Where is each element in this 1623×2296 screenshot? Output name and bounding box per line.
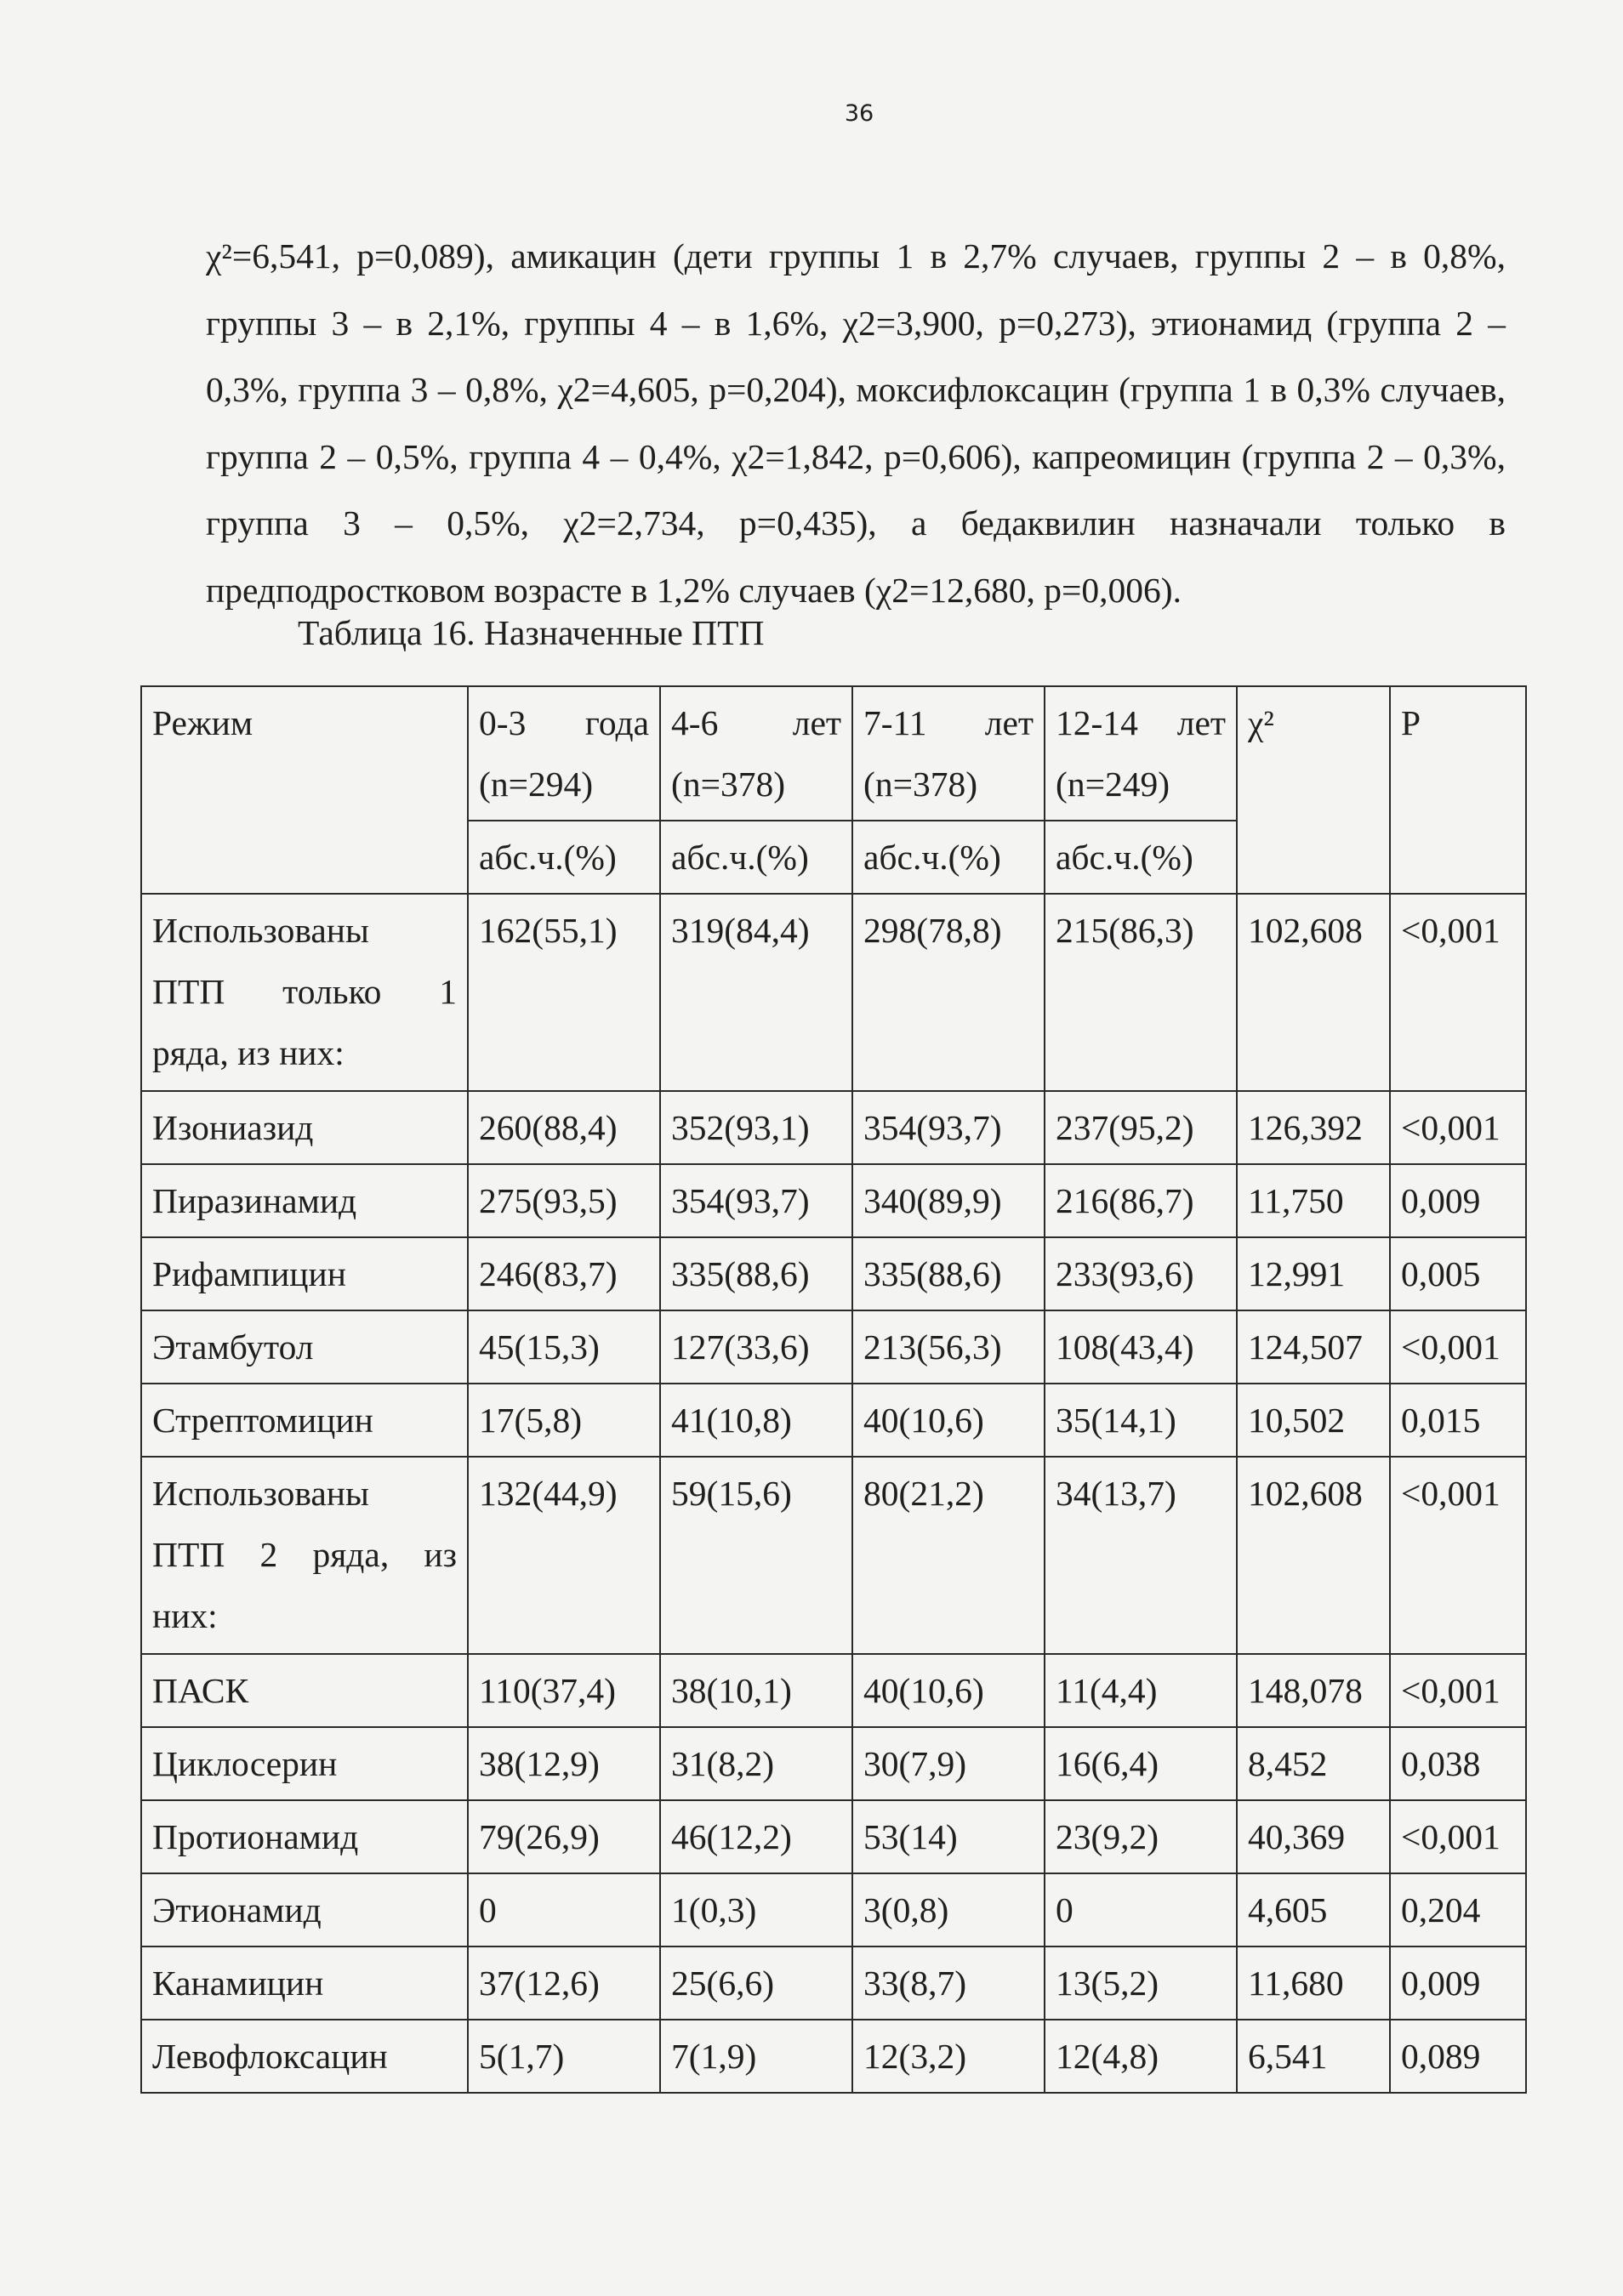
drugs-table [140, 685, 1527, 2094]
header-group-1 [468, 686, 660, 821]
chi-cell: 102,608 [1237, 894, 1390, 1091]
value-cell-group-1: 162(55,1) [468, 894, 660, 1091]
chi-cell: 8,452 [1237, 1727, 1390, 1800]
value-cell-group-1: 17(5,8) [468, 1384, 660, 1457]
value-cell-group-3: 33(8,7) [852, 1946, 1045, 2020]
body-paragraph [206, 223, 1506, 623]
p-cell: 0,015 [1390, 1384, 1526, 1457]
table-row [141, 1946, 1526, 2020]
value-cell-group-2: 335(88,6) [660, 1237, 852, 1310]
row-label-line: Использованы [152, 911, 369, 950]
row-label: ПАСК [141, 1654, 468, 1727]
table-row [141, 1654, 1526, 1727]
value-cell-group-1: 246(83,7) [468, 1237, 660, 1310]
row-label: Этамбутол [141, 1310, 468, 1384]
group-4-n: (n=249) [1056, 764, 1170, 804]
row-label: Левофлоксацин [141, 2020, 468, 2093]
chi-cell: 6,541 [1237, 2020, 1390, 2093]
table-caption: Таблица 16. Назначенные ПТП [298, 613, 765, 652]
value-cell-group-1: 37(12,6) [468, 1946, 660, 2020]
chi-cell: 126,392 [1237, 1091, 1390, 1164]
value-cell-group-1: 38(12,9) [468, 1727, 660, 1800]
value-cell-group-4: 12(4,8) [1045, 2020, 1237, 2093]
chi-cell: 11,750 [1237, 1164, 1390, 1237]
chi-cell: 12,991 [1237, 1237, 1390, 1310]
value-cell-group-3: 213(56,3) [852, 1310, 1045, 1384]
row-label: Протионамид [141, 1800, 468, 1873]
value-cell-group-1: 0 [468, 1873, 660, 1946]
header-group-2 [660, 686, 852, 821]
row-label: Рифампицин [141, 1237, 468, 1310]
value-cell-group-2: 319(84,4) [660, 894, 852, 1091]
row-label: Изониазид [141, 1091, 468, 1164]
value-cell-group-4: 13(5,2) [1045, 1946, 1237, 2020]
value-cell-group-3: 53(14) [852, 1800, 1045, 1873]
row-label: Этионамид [141, 1873, 468, 1946]
p-cell: <0,001 [1390, 1310, 1526, 1384]
header-p: P [1390, 686, 1526, 894]
header-group-4 [1045, 686, 1237, 821]
value-cell-group-2: 1(0,3) [660, 1873, 852, 1946]
value-cell-group-3: 354(93,7) [852, 1091, 1045, 1164]
row-label-line: ПТП только 1 [152, 972, 457, 1011]
chi-cell: 148,078 [1237, 1654, 1390, 1727]
table-row [141, 1091, 1526, 1164]
header-unit-4: абс.ч.(%) [1045, 821, 1237, 894]
value-cell-group-1: 132(44,9) [468, 1457, 660, 1654]
p-cell: 0,009 [1390, 1164, 1526, 1237]
p-cell: <0,001 [1390, 894, 1526, 1091]
header-regime: Режим [141, 686, 468, 894]
value-cell-group-2: 127(33,6) [660, 1310, 852, 1384]
row-label-line: них: [152, 1596, 218, 1635]
value-cell-group-3: 3(0,8) [852, 1873, 1045, 1946]
table-row [141, 1164, 1526, 1237]
header-unit-2: абс.ч.(%) [660, 821, 852, 894]
header-row-groups [141, 686, 1526, 821]
chi-cell: 10,502 [1237, 1384, 1390, 1457]
value-cell-group-3: 40(10,6) [852, 1654, 1045, 1727]
value-cell-group-3: 335(88,6) [852, 1237, 1045, 1310]
value-cell-group-2: 59(15,6) [660, 1457, 852, 1654]
row-label: Пиразинамид [141, 1164, 468, 1237]
header-unit-3: абс.ч.(%) [852, 821, 1045, 894]
chi-cell: 102,608 [1237, 1457, 1390, 1654]
header-unit-1: абс.ч.(%) [468, 821, 660, 894]
group-1-n: (n=294) [479, 764, 594, 804]
row-label [141, 894, 468, 1091]
group-3-n: (n=378) [863, 764, 978, 804]
value-cell-group-2: 31(8,2) [660, 1727, 852, 1800]
group-4-age-unit: лет [1176, 703, 1226, 742]
value-cell-group-4: 108(43,4) [1045, 1310, 1237, 1384]
value-cell-group-1: 110(37,4) [468, 1654, 660, 1727]
value-cell-group-4: 23(9,2) [1045, 1800, 1237, 1873]
row-label-line: ПТП 2 ряда, из [152, 1535, 457, 1574]
value-cell-group-4: 237(95,2) [1045, 1091, 1237, 1164]
table-body [141, 686, 1526, 2093]
table-row [141, 1800, 1526, 1873]
value-cell-group-4: 215(86,3) [1045, 894, 1237, 1091]
value-cell-group-3: 80(21,2) [852, 1457, 1045, 1654]
group-2-n: (n=378) [671, 764, 786, 804]
table-row [141, 1310, 1526, 1384]
group-3-age: 7-11 [863, 703, 927, 742]
table-row [141, 1384, 1526, 1457]
chi-cell: 40,369 [1237, 1800, 1390, 1873]
table-row [141, 2020, 1526, 2093]
header-group-3 [852, 686, 1045, 821]
value-cell-group-3: 298(78,8) [852, 894, 1045, 1091]
p-cell: 0,009 [1390, 1946, 1526, 2020]
p-cell: <0,001 [1390, 1091, 1526, 1164]
value-cell-group-1: 79(26,9) [468, 1800, 660, 1873]
row-label: Циклосерин [141, 1727, 468, 1800]
value-cell-group-1: 5(1,7) [468, 2020, 660, 2093]
row-label-line: Использованы [152, 1474, 369, 1513]
value-cell-group-2: 46(12,2) [660, 1800, 852, 1873]
page-number: 36 [844, 100, 874, 127]
p-cell: 0,204 [1390, 1873, 1526, 1946]
table-row [141, 1873, 1526, 1946]
value-cell-group-4: 34(13,7) [1045, 1457, 1237, 1654]
chi-cell: 4,605 [1237, 1873, 1390, 1946]
value-cell-group-4: 0 [1045, 1873, 1237, 1946]
value-cell-group-1: 275(93,5) [468, 1164, 660, 1237]
value-cell-group-4: 35(14,1) [1045, 1384, 1237, 1457]
value-cell-group-2: 7(1,9) [660, 2020, 852, 2093]
chi-cell: 11,680 [1237, 1946, 1390, 2020]
value-cell-group-1: 45(15,3) [468, 1310, 660, 1384]
value-cell-group-4: 11(4,4) [1045, 1654, 1237, 1727]
table-row [141, 1237, 1526, 1310]
value-cell-group-3: 12(3,2) [852, 2020, 1045, 2093]
p-cell: 0,038 [1390, 1727, 1526, 1800]
group-2-age-unit: лет [792, 703, 841, 742]
table-row [141, 1727, 1526, 1800]
row-label: Стрептомицин [141, 1384, 468, 1457]
p-cell: <0,001 [1390, 1457, 1526, 1654]
value-cell-group-2: 352(93,1) [660, 1091, 852, 1164]
value-cell-group-2: 38(10,1) [660, 1654, 852, 1727]
value-cell-group-3: 340(89,9) [852, 1164, 1045, 1237]
group-1-age: 0-3 [479, 703, 527, 742]
value-cell-group-4: 16(6,4) [1045, 1727, 1237, 1800]
row-label [141, 1457, 468, 1654]
value-cell-group-3: 30(7,9) [852, 1727, 1045, 1800]
group-4-age: 12-14 [1056, 703, 1138, 742]
p-cell: <0,001 [1390, 1654, 1526, 1727]
value-cell-group-4: 233(93,6) [1045, 1237, 1237, 1310]
group-3-age-unit: лет [984, 703, 1034, 742]
table-row [141, 894, 1526, 1091]
table-row [141, 1457, 1526, 1654]
p-cell: 0,089 [1390, 2020, 1526, 2093]
group-2-age: 4-6 [671, 703, 719, 742]
value-cell-group-3: 40(10,6) [852, 1384, 1045, 1457]
chi-cell: 124,507 [1237, 1310, 1390, 1384]
value-cell-group-2: 354(93,7) [660, 1164, 852, 1237]
paragraph-text: χ²=6,541, p=0,089), амикацин (дети группы 1 в 2,7% случаев, группы 2 – в 0,8%, группы 3 – в 2,1%, группы 4 – в 1,6%, χ2=3,900, p=0,273), этионамид (группа 2 – 0,3%, группа 3 – 0,8%, χ2=4,605, p=0,204), моксифлоксацин (группа 1 в 0,3% случаев, группа 2 – 0,5%, группа 4 – 0,4%, χ2=1,842, p=0,606), капреомицин (группа 2 – 0,3%, группа 3 – 0,5%, χ2=2,734, p=0,435), а бедаквилин назначали только в предподростковом возрасте в 1,2% случаев (χ2=12,680, p=0,006). [206, 236, 1506, 610]
value-cell-group-2: 25(6,6) [660, 1946, 852, 2020]
group-1-age-unit: года [584, 703, 649, 742]
p-cell: <0,001 [1390, 1800, 1526, 1873]
p-cell: 0,005 [1390, 1237, 1526, 1310]
value-cell-group-4: 216(86,7) [1045, 1164, 1237, 1237]
row-label: Канамицин [141, 1946, 468, 2020]
header-chi: χ² [1237, 686, 1390, 894]
value-cell-group-2: 41(10,8) [660, 1384, 852, 1457]
row-label-line: ряда, из них: [152, 1033, 345, 1072]
value-cell-group-1: 260(88,4) [468, 1091, 660, 1164]
